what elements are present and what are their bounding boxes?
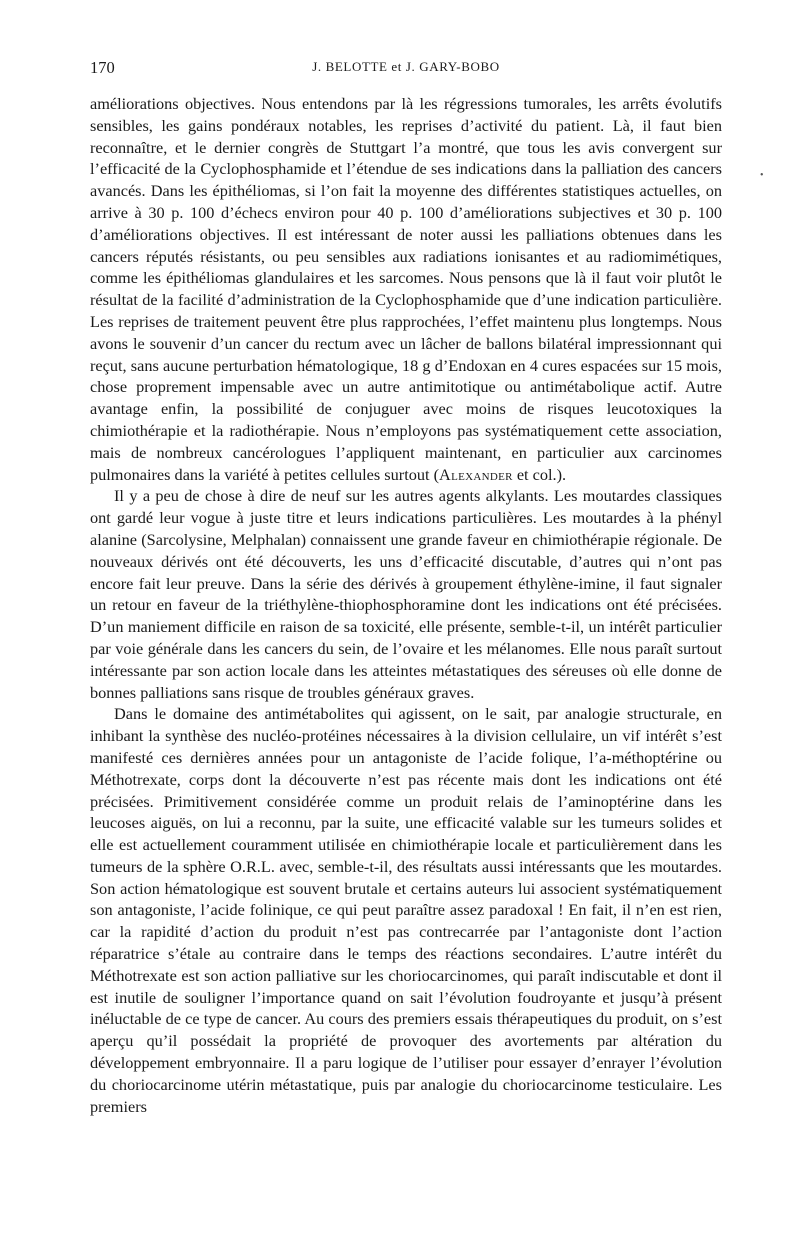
paragraph-2: Il y a peu de chose à dire de neuf sur les autres agents alkylants. Les moutardes classiques ont gardé leur vogue à juste titre et leurs indications particulières. Les moutardes à la phényl alanine (Sarcolysine, Melphalan) connaissent une grande faveur en chimiothérapie régionale. De nouveaux dérivés ont été découverts, les uns d’efficacité discutable, d’autres qui n’ont pas encore fait leur preuve. Dans la série des dérivés à groupement éthylène-imine, il faut signaler un retour en faveur de la triéthylène-thiophosphoramine dont les indications ont été précisées. D’un maniement difficile en raison de sa toxicité, elle présente, semble-t-il, un intérêt particulier par voie générale dans les cancers du sein, de l’ovaire et les mélanomes. Elle nous paraît surtout intéressante par son action locale dans les atteintes métastatiques des séreuses où elle donne de bonnes palliations sans risque de troubles généraux graves. <box>90 486 722 702</box>
page-number: 170 <box>90 58 115 77</box>
running-head <box>90 58 722 84</box>
body-text <box>90 93 722 1117</box>
margin-speck: • <box>760 170 764 181</box>
paragraph-3: Dans le domaine des antimétabolites qui agissent, on le sait, par analogie structurale, en inhibant la synthèse des nucléo-protéines nécessaires à la division cellulaire, un vif intérêt s’est manifesté ces dernières années pour un antagoniste de l’acide folique, l’a-méthoptérine ou Méthotrexate, corps dont la découverte n’est pas récente mais dont les indications ont été précisées. Primitivement considérée comme un produit relais de l’aminoptérine dans les leucoses aiguës, on lui a reconnu, par la suite, une efficacité valable sur les tumeurs solides et elle est actuellement couramment utilisée en chimiothérapie locale et particulièrement dans les tumeurs de la sphère O.R.L. avec, semble-t-il, des résultats aussi intéressants que les moutardes. Son action hématologique est souvent brutale et certains auteurs lui associent systématiquement son antagoniste, l’acide folinique, ce qui peut paraître assez paradoxal ! En fait, il n’en est rien, car la rapidité d’action du produit n’est pas contrecarrée par l’antagoniste dont l’action réparatrice s’étale au contraire dans le temps des réactions secondaires. L’autre intérêt du Méthotrexate est son action palliative sur les choriocarcinomes, qui paraît indiscutable et dont il est inutile de souligner l’importance quand on sait l’évolution foudroyante et jusqu’à présent inéluctable de ce type de cancer. Au cours des premiers essais thérapeutiques du produit, on s’est aperçu qu’il possédait la propriété de provoquer des avortements par altération du développement embryonnaire. Il a paru logique de l’utiliser pour essayer d’enrayer l’évolution du choriocarcinome utérin métastatique, puis par analogie du choriocarcinome testiculaire. Les premiers <box>90 704 722 1116</box>
author-citation: Alexander <box>439 464 513 484</box>
paragraph-1-tail: et col.). <box>512 464 567 484</box>
paragraph-1 <box>90 93 722 485</box>
paragraph-1-text: améliorations objectives. Nous entendons par là les régressions tumorales, les arrêts évolutifs sensibles, les gains pondéraux notables, les reprises d’activité du patient. Là, il faut bien reconnaître, et le dernier congrès de Stuttgart l’a montré, que tous les avis convergent sur l’efficacité de la Cyclophosphamide et l’étendue de ses indications dans la palliation des cancers avancés. Dans les épithéliomas, si l’on fait la moyenne des différentes statistiques actuelles, on arrive à 30 p. 100 d’échecs environ pour 40 p. 100 d’améliorations subjectives et 30 p. 100 d’améliorations objectives. Il est intéressant de noter aussi les palliations obtenues dans les cancers réputés résistants, ou peu sensibles aux radiations ionisantes et au radiomimétiques, comme les épithéliomas glandulaires et les sarcomes. Nous pensons que là il faut voir plutôt le résultat de la facilité d’administration de la Cyclophosphamide que d’une indication particulière. Les reprises de traitement peuvent être plus rapprochées, l’effet maintenu plus longtemps. Nous avons le souvenir d’un cancer du rectum avec un lâcher de ballons bilatéral impressionnant qui reçut, sans aucune perturbation hématologique, 18 g d’Endoxan en 4 cures espacées sur 15 mois, chose proprement impensable avec un autre antimitotique ou antimétabolique actif. Autre avantage enfin, la possibilité de conjuguer avec moins de risques leucotoxiques la chimiothérapie et la radiothérapie. Nous n’employons pas systématiquement cette association, mais de nombreux cancérologues l’appliquent maintenant, en particulier aux carcinomes pulmonaires dans la variété à petites cellules surtout ( <box>90 94 722 484</box>
page <box>90 58 722 1117</box>
header-title: J. BELOTTE et J. GARY-BOBO <box>312 59 500 74</box>
